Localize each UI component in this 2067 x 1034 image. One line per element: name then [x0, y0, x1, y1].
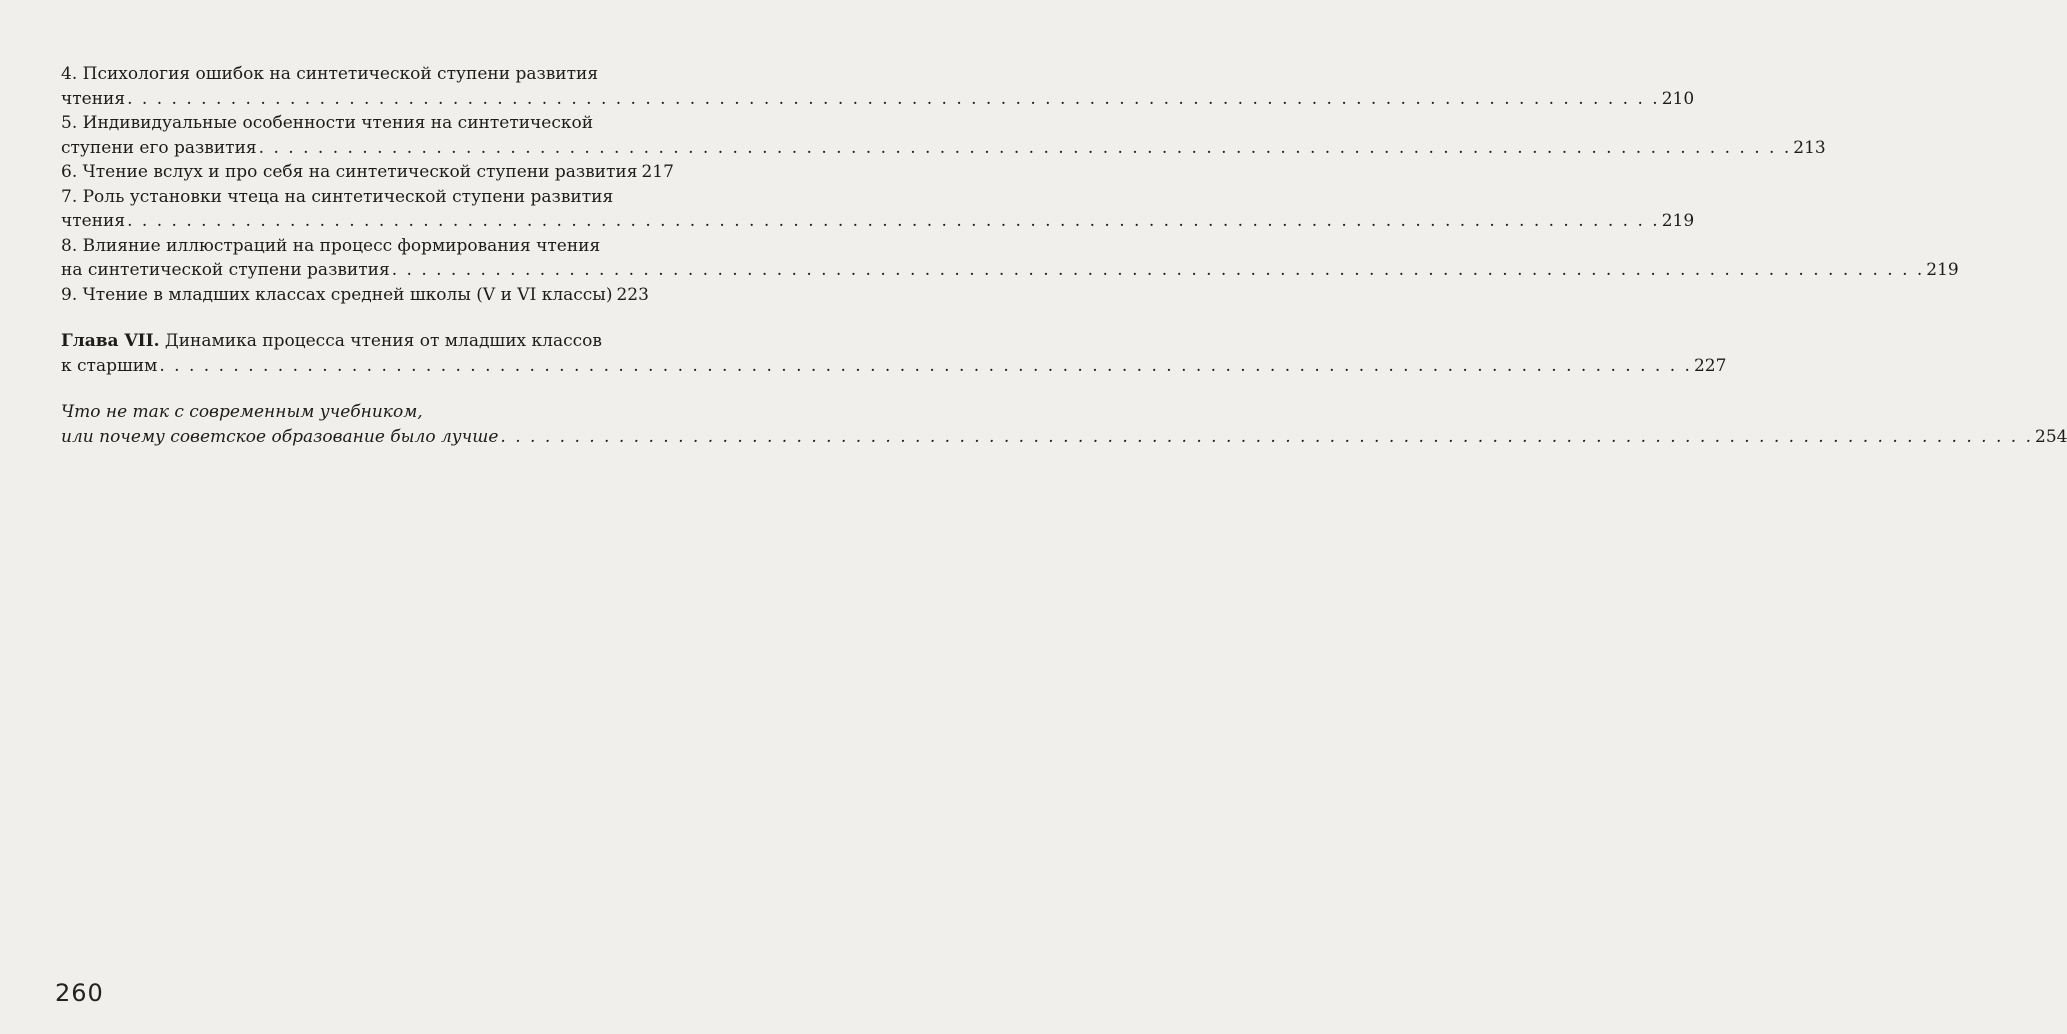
toc-entry-text: 9. Чтение в младших классах средней школы (V и VI классы): [61, 284, 613, 305]
toc-entry-text: чтения: [61, 211, 126, 231]
toc-page-number: 210: [1661, 88, 1695, 109]
page-number: 260: [55, 979, 104, 1007]
toc-entry-text: на синтетической ступени развития: [61, 260, 390, 280]
toc-entry-text: 7. Роль установки чтеца на синтетической ступени развития: [61, 186, 614, 207]
dot-leader: [159, 354, 1692, 379]
toc-epilogue: [61, 400, 2067, 449]
dot-leader: [127, 87, 1660, 112]
chapter-label: Глава VII.: [61, 331, 160, 351]
dot-leader: [500, 425, 2033, 450]
dot-leader: [127, 209, 1660, 234]
toc-entry-8: [61, 234, 1959, 283]
chapter-title: Динамика процесса чтения от младших классов: [159, 331, 602, 351]
dot-leader: [392, 258, 1925, 283]
toc-entry-9: [61, 283, 649, 308]
toc-page-number: 213: [1793, 137, 1826, 158]
toc-chapter-7: [61, 329, 1727, 378]
toc-entry-5: [61, 111, 1826, 160]
dot-leader: [259, 136, 1792, 161]
toc-page-number: 223: [616, 284, 649, 305]
chapter-title-continued: к старшим: [61, 355, 158, 376]
table-of-contents: [61, 62, 2067, 449]
toc-entry-text: чтения: [61, 88, 126, 109]
epilogue-title: Что не так с современным учебником,: [61, 402, 423, 422]
toc-entry-text: ступени его развития: [61, 137, 257, 158]
toc-entry-text: 5. Индивидуальные особенности чтения на синтетической: [61, 113, 594, 133]
toc-page-number: 217: [641, 162, 674, 182]
toc-entry-7: [61, 185, 1695, 234]
toc-entry-6: [61, 160, 674, 185]
toc-entry-text: 6. Чтение вслух и про себя на синтетической ступени развития: [61, 162, 638, 182]
epilogue-title-continued: или почему советское образование было лучше: [61, 426, 499, 447]
toc-page-number: 219: [1661, 211, 1695, 231]
toc-entry-text: 4. Психология ошибок на синтетической ступени развития: [61, 64, 599, 84]
toc-entry-text: 8. Влияние иллюстраций на процесс формирования чтения: [61, 235, 601, 256]
toc-page-number: 219: [1926, 260, 1959, 280]
toc-entry-4: [61, 62, 1695, 111]
toc-page-number: 227: [1693, 355, 1727, 376]
toc-page-number: 254: [2035, 426, 2067, 447]
